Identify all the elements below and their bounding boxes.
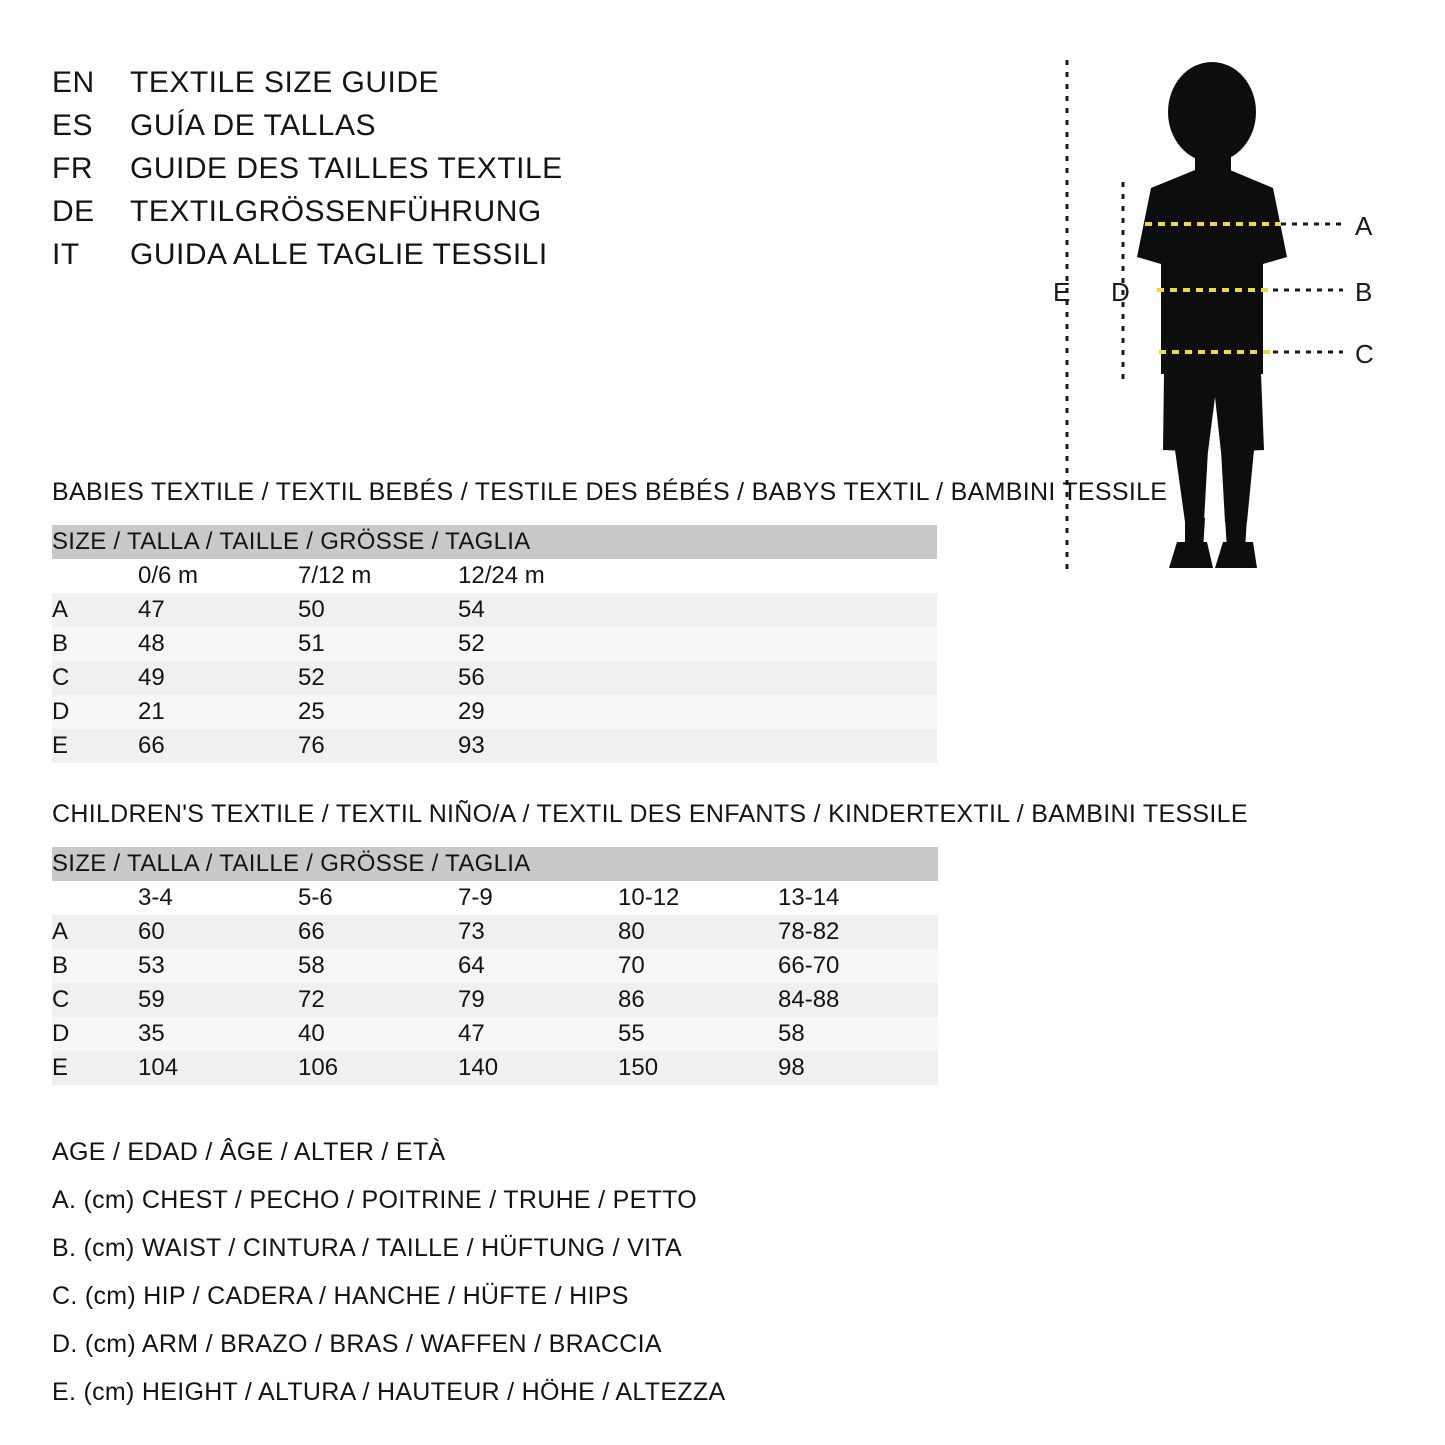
table-cell: 48 — [138, 627, 298, 661]
children-section-title: CHILDREN'S TEXTILE / TEXTIL NIÑO/A / TEXTIL DES ENFANTS / KINDERTEXTIL / BAMBINI TESSILE — [52, 800, 1248, 828]
table-cell: 66 — [298, 915, 458, 949]
table-row — [52, 661, 937, 695]
language-code: DE — [52, 195, 95, 228]
table-cell: 79 — [458, 983, 618, 1017]
babies-size-table — [52, 525, 937, 763]
table-row — [52, 983, 938, 1017]
babies-column-0: 0/6 m — [138, 559, 298, 593]
language-row — [52, 238, 732, 272]
table-cell: 56 — [458, 661, 618, 695]
language-code: EN — [52, 66, 95, 99]
table-header-row — [52, 847, 938, 881]
table-cell: 50 — [298, 593, 458, 627]
language-header-block — [52, 66, 732, 281]
table-cell: 64 — [458, 949, 618, 983]
children-column-2: 7-9 — [458, 881, 618, 915]
children-section — [52, 800, 1392, 1085]
table-cell: 104 — [138, 1051, 298, 1085]
table-cell: 59 — [138, 983, 298, 1017]
row-label: E — [52, 1051, 138, 1085]
row-label: C — [52, 983, 138, 1017]
table-cell: 80 — [618, 915, 778, 949]
table-cell: 140 — [458, 1051, 618, 1085]
language-title: TEXTILE SIZE GUIDE — [130, 66, 440, 99]
table-row — [52, 593, 937, 627]
table-column-row — [52, 559, 937, 593]
children-size-table — [52, 847, 938, 1085]
table-row — [52, 729, 937, 763]
language-code: FR — [52, 152, 93, 185]
table-cell: 21 — [138, 695, 298, 729]
figure-label-c: C — [1355, 339, 1374, 369]
table-cell: 29 — [458, 695, 618, 729]
measurement-legend — [52, 1138, 952, 1426]
children-column-0: 3-4 — [138, 881, 298, 915]
row-label: E — [52, 729, 138, 763]
table-cell: 84-88 — [778, 983, 938, 1017]
figure-label-d: D — [1111, 277, 1130, 307]
table-cell: 98 — [778, 1051, 938, 1085]
children-column-3: 10-12 — [618, 881, 778, 915]
table-row — [52, 627, 937, 661]
table-cell: 35 — [138, 1017, 298, 1051]
table-cell: 49 — [138, 661, 298, 695]
table-cell: 25 — [298, 695, 458, 729]
table-header-row — [52, 525, 937, 559]
table-row — [52, 695, 937, 729]
row-label: A — [52, 915, 138, 949]
table-cell: 52 — [298, 661, 458, 695]
row-label: D — [52, 1017, 138, 1051]
row-label: D — [52, 695, 138, 729]
children-size-header: SIZE / TALLA / TAILLE / GRÖSSE / TAGLIA — [52, 847, 938, 881]
table-cell: 70 — [618, 949, 778, 983]
legend-line-chest: A. (cm) CHEST / PECHO / POITRINE / TRUHE / PETTO — [52, 1186, 698, 1214]
legend-line-arm: D. (cm) ARM / BRAZO / BRAS / WAFFEN / BRACCIA — [52, 1330, 662, 1358]
table-cell: 66-70 — [778, 949, 938, 983]
table-cell: 93 — [458, 729, 618, 763]
language-row — [52, 152, 732, 186]
figure-label-a: A — [1355, 211, 1373, 241]
table-cell: 106 — [298, 1051, 458, 1085]
table-cell: 53 — [138, 949, 298, 983]
table-cell: 66 — [138, 729, 298, 763]
language-title: GUIDA ALLE TAGLIE TESSILI — [130, 238, 548, 271]
language-code: IT — [52, 238, 80, 271]
table-cell: 55 — [618, 1017, 778, 1051]
table-cell: 60 — [138, 915, 298, 949]
row-label: A — [52, 593, 138, 627]
row-label: B — [52, 949, 138, 983]
table-cell: 40 — [298, 1017, 458, 1051]
table-cell: 72 — [298, 983, 458, 1017]
legend-line-age: AGE / EDAD / ÂGE / ALTER / ETÀ — [52, 1138, 446, 1166]
language-row — [52, 66, 732, 100]
babies-size-header: SIZE / TALLA / TAILLE / GRÖSSE / TAGLIA — [52, 525, 937, 559]
figure-label-e: E — [1053, 277, 1071, 307]
table-cell: 47 — [138, 593, 298, 627]
babies-column-2: 12/24 m — [458, 559, 618, 593]
language-title: TEXTILGRÖSSENFÜHRUNG — [130, 195, 542, 228]
table-cell: 76 — [298, 729, 458, 763]
legend-line-height: E. (cm) HEIGHT / ALTURA / HAUTEUR / HÖHE / ALTEZZA — [52, 1378, 726, 1406]
table-row — [52, 949, 938, 983]
empty-corner — [52, 881, 138, 915]
row-label: C — [52, 661, 138, 695]
children-column-1: 5-6 — [298, 881, 458, 915]
legend-line-hip: C. (cm) HIP / CADERA / HANCHE / HÜFTE / HIPS — [52, 1282, 629, 1310]
table-cell: 54 — [458, 593, 618, 627]
row-label: B — [52, 627, 138, 661]
language-title: GUIDE DES TAILLES TEXTILE — [130, 152, 563, 185]
language-row — [52, 195, 732, 229]
table-cell: 86 — [618, 983, 778, 1017]
table-cell: 150 — [618, 1051, 778, 1085]
babies-section — [52, 478, 1392, 763]
table-cell: 52 — [458, 627, 618, 661]
legend-line-waist: B. (cm) WAIST / CINTURA / TAILLE / HÜFTUNG / VITA — [52, 1234, 683, 1262]
table-row — [52, 915, 938, 949]
language-row — [52, 109, 732, 143]
table-cell: 58 — [778, 1017, 938, 1051]
table-cell: 58 — [298, 949, 458, 983]
children-column-4: 13-14 — [778, 881, 938, 915]
language-code: ES — [52, 109, 94, 142]
empty-corner — [52, 559, 138, 593]
table-cell: 78-82 — [778, 915, 938, 949]
language-title: GUÍA DE TALLAS — [130, 109, 376, 142]
table-cell: 73 — [458, 915, 618, 949]
table-row — [52, 1051, 938, 1085]
table-cell: 51 — [298, 627, 458, 661]
babies-section-title: BABIES TEXTILE / TEXTIL BEBÉS / TESTILE DES BÉBÉS / BABYS TEXTIL / BAMBINI TESSILE — [52, 478, 1168, 506]
babies-column-1: 7/12 m — [298, 559, 458, 593]
table-row — [52, 1017, 938, 1051]
table-cell: 47 — [458, 1017, 618, 1051]
table-column-row — [52, 881, 938, 915]
figure-label-b: B — [1355, 277, 1373, 307]
